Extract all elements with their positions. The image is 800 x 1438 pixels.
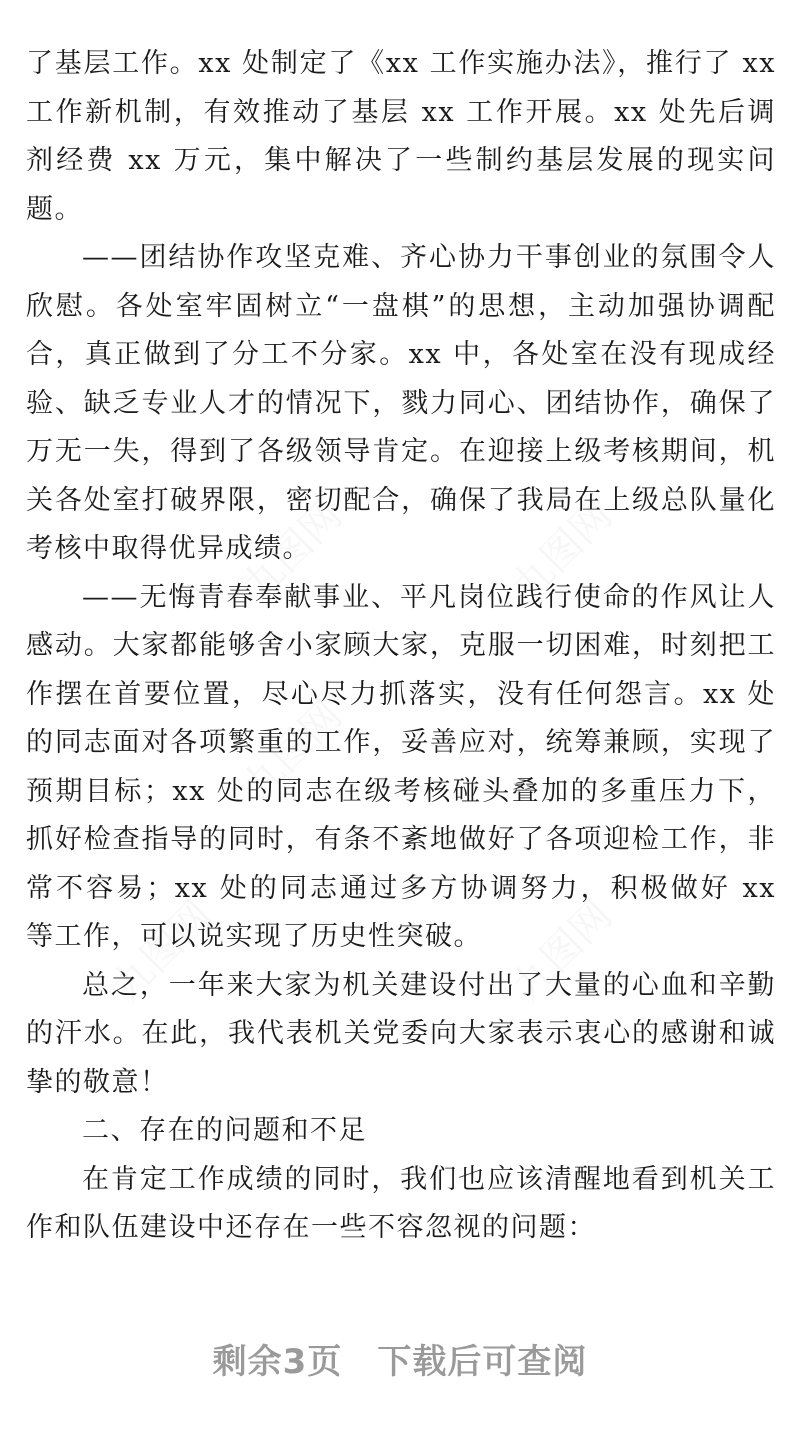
section-heading: 二、存在的问题和不足 bbox=[82, 1115, 367, 1146]
watermark-text: 九图网 bbox=[503, 492, 622, 610]
body-paragraph: ——无悔青春奉献事业、平凡岗位践行使命的作风让人感动。大家都能够舍小家顾大家，克服一切困难，时刻把工作摆在首要位置，尽心尽力抓落实，没有任何怨言。xx 处的同志面对各项繁重的工作，妥善应对，统筹兼顾，实现了预期目标；xx 处的同志在级考核碰头叠加的多重压力下，抓好检查指导的同时，有条不紊地做好了各项迎检工作，非常不容易；xx 处的同志通过多方协调努力，积极做好 xx 等工作，可以说实现了历史性突破。 bbox=[26, 581, 776, 952]
watermark-text: 九图网 bbox=[233, 692, 352, 810]
watermark-text: 九图网 bbox=[233, 492, 352, 610]
body-paragraph: ——团结协作攻坚克难、齐心协力干事创业的氛围令人欣慰。各处室牢固树立“一盘棋”的思想，主动加强协调配合，真正做到了分工不分家。xx 中，各处室在没有现成经验、缺乏专业人才的情况下，戮力同心、团结协作，确保了万无一失，得到了各级领导肯定。在迎接上级考核期间，机关各处室打破界限，密切配合，确保了我局在上级总队量化考核中取得优异成绩。 bbox=[26, 242, 776, 564]
download-notice: 剩余3页 下载后可查阅 bbox=[212, 1342, 588, 1382]
watermark-text: 九图网 bbox=[503, 892, 622, 1010]
body-paragraph: 在肯定工作成绩的同时，我们也应该清醒地看到机关工作和队伍建设中还存在一些不容忽视的问题： bbox=[26, 1163, 776, 1243]
body-paragraph: 总之，一年来大家为机关建设付出了大量的心血和辛勤的汗水。在此，我代表机关党委向大家表示衷心的感谢和诚挚的敬意！ bbox=[26, 969, 776, 1098]
watermark-text: 九图网 bbox=[103, 892, 222, 1010]
body-paragraph: 了基层工作。xx 处制定了《xx 工作实施办法》，推行了 xx 工作新机制，有效推动了基层 xx 工作开展。xx 处先后调剂经费 xx 万元，集中解决了一些制约基层发展的现实问题。 bbox=[26, 48, 776, 225]
document-body bbox=[26, 40, 776, 1253]
